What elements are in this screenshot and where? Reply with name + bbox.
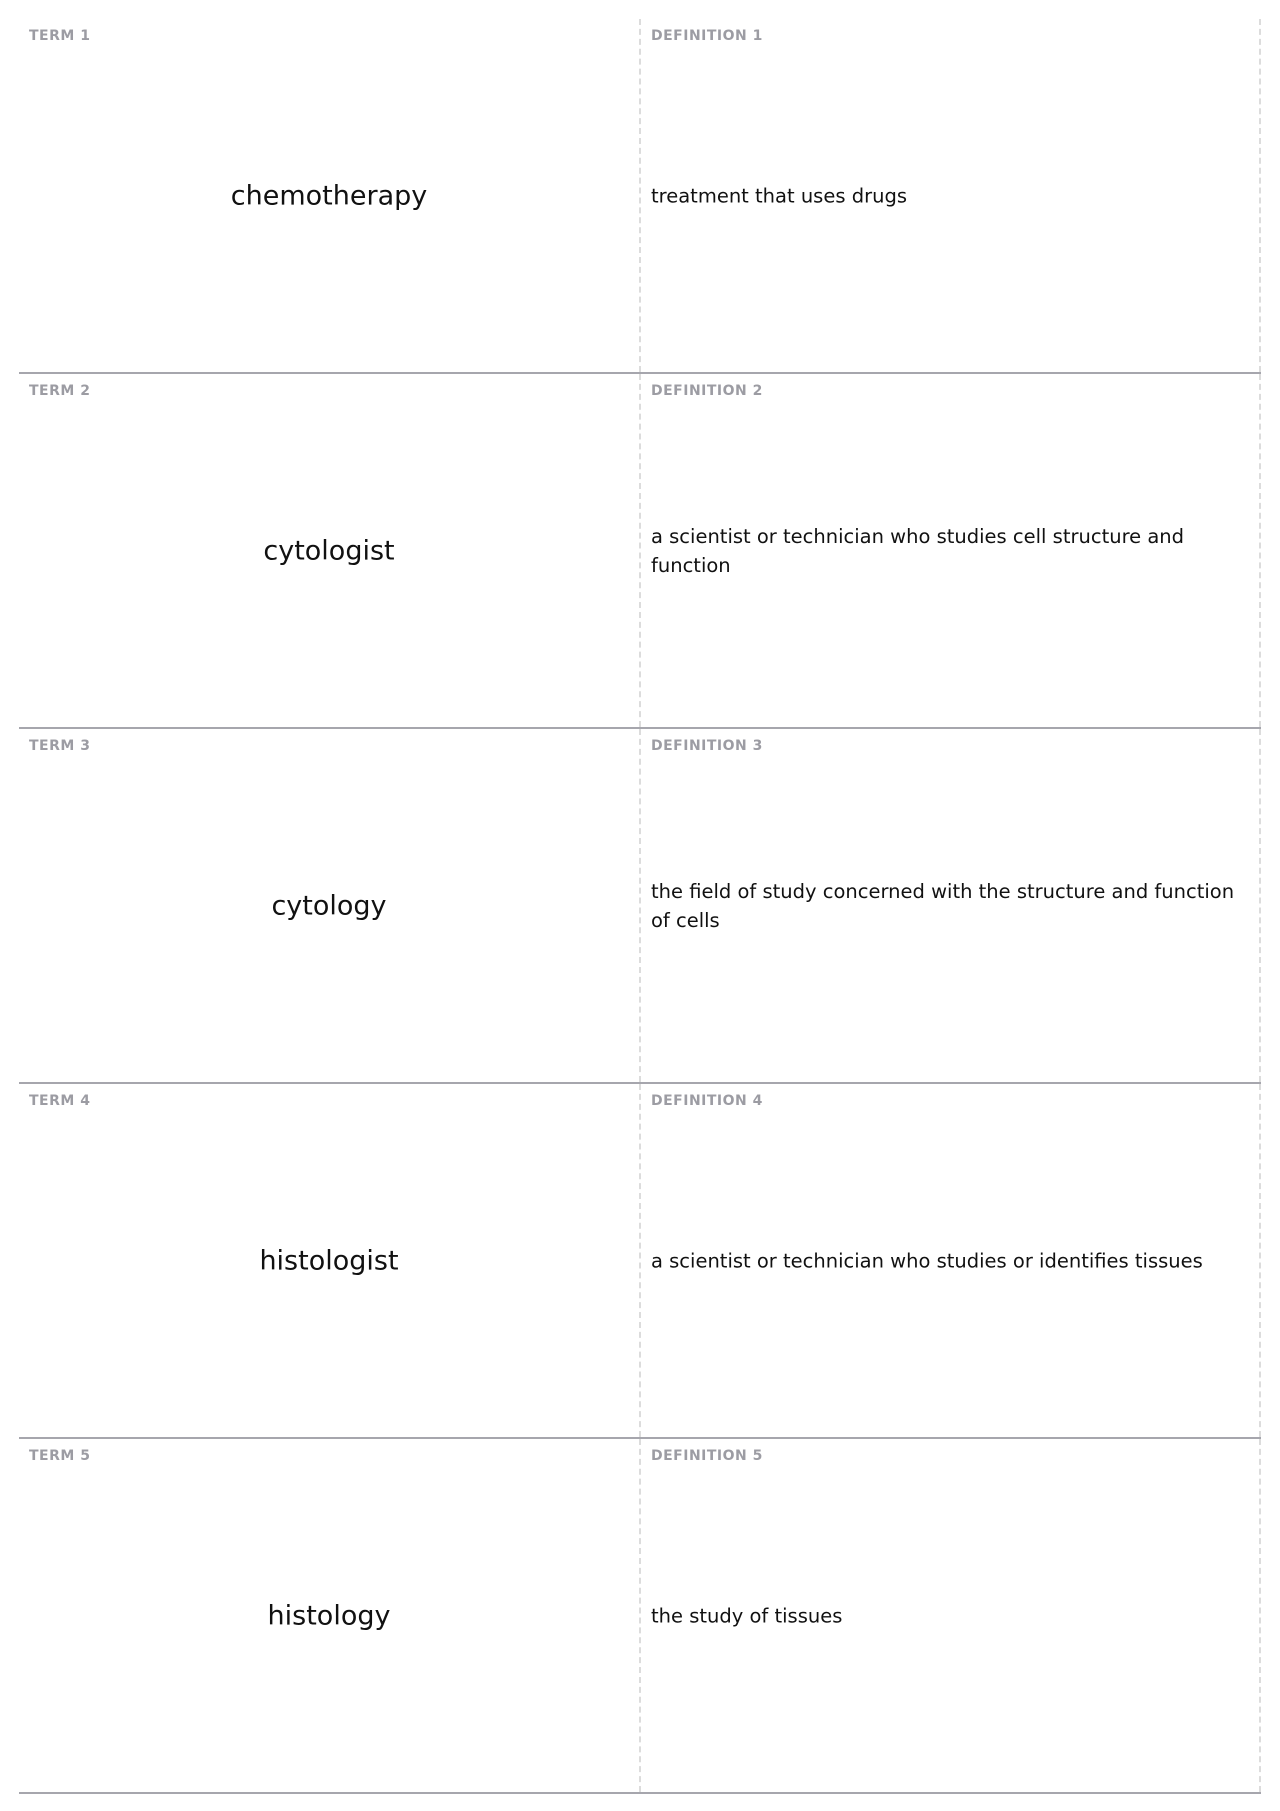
definition-card (641, 19, 1261, 372)
term-label: TERM 3 (29, 738, 91, 754)
definition-text: a scientist or technician who studies or identifies tissues (651, 1249, 1203, 1272)
flashcard-row (19, 729, 1261, 1084)
term-label: TERM 1 (29, 28, 91, 44)
term-label: TERM 4 (29, 1093, 91, 1109)
term-card (19, 374, 641, 727)
definition-text: a scientist or technician who studies cell structure and function (651, 524, 1185, 577)
term-text: cytology (271, 890, 387, 921)
term-label: TERM 5 (29, 1448, 91, 1464)
definition-label: DEFINITION 5 (651, 1448, 763, 1464)
term-card (19, 19, 641, 372)
flashcard-row (19, 1084, 1261, 1439)
term-text: histologist (259, 1245, 399, 1276)
definition-label: DEFINITION 4 (651, 1093, 763, 1109)
flashcard-row (19, 374, 1261, 729)
term-card (19, 1439, 641, 1792)
definition-label: DEFINITION 2 (651, 383, 763, 399)
flashcard-sheet (19, 19, 1261, 1794)
definition-card (641, 1439, 1261, 1792)
definition-text: the field of study concerned with the structure and function of cells (651, 879, 1235, 932)
definition-card (641, 1084, 1261, 1437)
definition-text: treatment that uses drugs (651, 184, 907, 207)
term-text: histology (267, 1600, 391, 1631)
term-text: chemotherapy (230, 180, 428, 211)
flashcard-row (19, 19, 1261, 374)
term-card (19, 1084, 641, 1437)
definition-label: DEFINITION 3 (651, 738, 763, 754)
term-label: TERM 2 (29, 383, 91, 399)
term-card (19, 729, 641, 1082)
definition-card (641, 374, 1261, 727)
term-text: cytologist (263, 535, 395, 566)
definition-card (641, 729, 1261, 1082)
definition-label: DEFINITION 1 (651, 28, 763, 44)
definition-text: the study of tissues (651, 1604, 843, 1627)
flashcard-row (19, 1439, 1261, 1794)
